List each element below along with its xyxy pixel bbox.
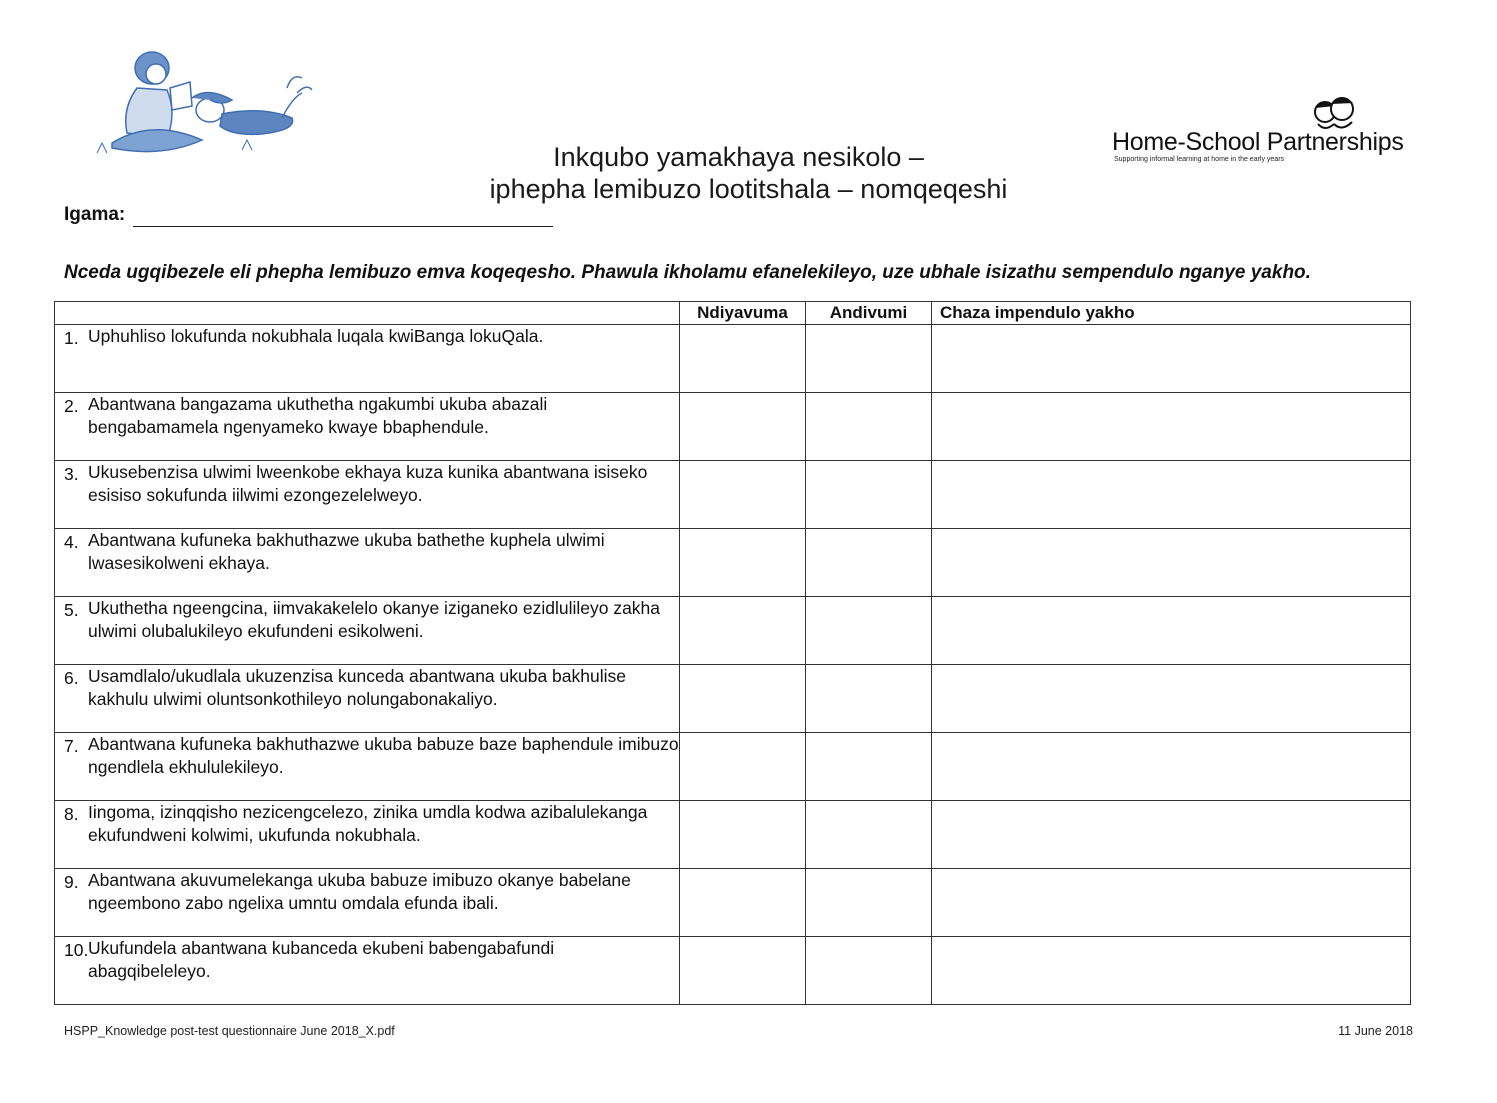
disagree-cell[interactable]	[806, 801, 932, 869]
agree-cell[interactable]	[680, 665, 806, 733]
statement-text: Iingoma, izinqqisho nezicengcelezo, zinika umdla kodwa azibalulekanga ekufundweni kolwimi, ukufunda nokubhala.	[88, 802, 648, 845]
statement-number: 9.	[64, 872, 79, 892]
table-row	[55, 461, 1411, 529]
agree-cell[interactable]	[680, 733, 806, 801]
statement-text: Abantwana akuvumelekanga ukuba babuze imibuzo okanye babelane ngeembono zabo ngelixa umntu omdala efunda ibali.	[88, 870, 631, 913]
name-field[interactable]	[133, 226, 553, 227]
statement-text: Ukufundela abantwana kubanceda ekubeni babengabafundi abagqibeleleyo.	[88, 938, 555, 981]
disagree-cell[interactable]	[806, 393, 932, 461]
statement-text: Abantwana bangazama ukuthetha ngakumbi ukuba abazali bengabamamela ngenyameko kwaye bbaphendule.	[88, 394, 548, 437]
statement-number: 6.	[64, 668, 79, 688]
explain-cell[interactable]	[932, 733, 1411, 801]
statement-number: 8.	[64, 804, 79, 824]
table-row	[55, 801, 1411, 869]
table-header-row	[55, 302, 1411, 325]
statement-cell	[55, 937, 680, 1005]
logo-tagline: Supporting informal learning at home in the early years	[1114, 156, 1285, 163]
statement-number: 2.	[64, 396, 79, 416]
explain-cell[interactable]	[932, 937, 1411, 1005]
explain-cell[interactable]	[932, 801, 1411, 869]
explain-cell[interactable]	[932, 869, 1411, 937]
statement-number: 7.	[64, 736, 79, 756]
page-title-line1: Inkqubo yamakhaya nesikolo –	[553, 142, 924, 172]
statement-number: 1.	[64, 328, 79, 348]
statement-cell	[55, 733, 680, 801]
disagree-cell[interactable]	[806, 665, 932, 733]
name-label: Igama:	[64, 204, 126, 225]
two-children-faces-icon	[1312, 94, 1356, 132]
statement-number: 5.	[64, 600, 79, 620]
statement-cell	[55, 325, 680, 393]
statement-text: Abantwana kufuneka bakhuthazwe ukuba babuze baze baphendule imibuzo ngendlela ekhululekileyo.	[88, 734, 679, 777]
disagree-cell[interactable]	[806, 461, 932, 529]
disagree-cell[interactable]	[806, 869, 932, 937]
statement-cell	[55, 461, 680, 529]
agree-cell[interactable]	[680, 597, 806, 665]
table-row	[55, 393, 1411, 461]
agree-cell[interactable]	[680, 869, 806, 937]
statement-text: Ukusebenzisa ulwimi lweenkobe ekhaya kuza kunika abantwana isiseko esisiso sokufunda iilwimi ezongezelelweyo.	[88, 462, 648, 505]
page-title-line2: iphepha lemibuzo lootitshala – nomqeqeshi	[489, 174, 1008, 204]
statement-number: 10.	[64, 940, 89, 960]
statement-cell	[55, 393, 680, 461]
statement-cell	[55, 665, 680, 733]
agree-cell[interactable]	[680, 529, 806, 597]
statement-cell	[55, 597, 680, 665]
statement-text: Abantwana kufuneka bakhuthazwe ukuba bathethe kuphela ulwimi lwasesikolweni ekhaya.	[88, 530, 605, 573]
statement-text: Uphuhliso lokufunda nokubhala luqala kwiBanga lokuQala.	[88, 326, 544, 346]
logo-wordmark: Home-School Partnerships	[1112, 128, 1404, 156]
table-row	[55, 597, 1411, 665]
disagree-cell[interactable]	[806, 325, 932, 393]
header-statement	[55, 302, 680, 325]
agree-cell[interactable]	[680, 393, 806, 461]
statement-cell	[55, 529, 680, 597]
table-row	[55, 665, 1411, 733]
table-row	[55, 733, 1411, 801]
explain-cell[interactable]	[932, 325, 1411, 393]
explain-cell[interactable]	[932, 665, 1411, 733]
instruction-text: Nceda ugqibezele eli phepha lemibuzo emva koqeqesho. Phawula ikholamu efanelekileyo, uze ubhale isizathu sempendulo nganye yakho.	[64, 262, 1311, 283]
questionnaire-table	[54, 301, 1411, 1005]
explain-cell[interactable]	[932, 461, 1411, 529]
header-explain: Chaza impendulo yakho	[932, 302, 1411, 325]
disagree-cell[interactable]	[806, 733, 932, 801]
disagree-cell[interactable]	[806, 937, 932, 1005]
table-row	[55, 325, 1411, 393]
header-agree: Ndiyavuma	[680, 302, 806, 325]
explain-cell[interactable]	[932, 393, 1411, 461]
statement-number: 4.	[64, 532, 79, 552]
explain-cell[interactable]	[932, 597, 1411, 665]
table-row	[55, 937, 1411, 1005]
agree-cell[interactable]	[680, 937, 806, 1005]
header-disagree: Andivumi	[806, 302, 932, 325]
statement-text: Ukuthetha ngeengcina, iimvakakelelo okanye iziganeko ezidlulileyo zakha ulwimi olubalukileyo ekufundeni esikolweni.	[88, 598, 661, 641]
explain-cell[interactable]	[932, 529, 1411, 597]
statement-cell	[55, 869, 680, 937]
disagree-cell[interactable]	[806, 597, 932, 665]
footer-filename: HSPP_Knowledge post-test questionnaire June 2018_X.pdf	[64, 1024, 395, 1038]
agree-cell[interactable]	[680, 325, 806, 393]
statement-cell	[55, 801, 680, 869]
statement-number: 3.	[64, 464, 79, 484]
agree-cell[interactable]	[680, 801, 806, 869]
agree-cell[interactable]	[680, 461, 806, 529]
table-row	[55, 529, 1411, 597]
table-row	[55, 869, 1411, 937]
statement-text: Usamdlalo/ukudlala ukuzenzisa kunceda abantwana ukuba bakhulise kakhulu ulwimi oluntsonkothileyo nolungabonakaliyo.	[88, 666, 626, 709]
footer-date: 11 June 2018	[1338, 1024, 1413, 1038]
disagree-cell[interactable]	[806, 529, 932, 597]
